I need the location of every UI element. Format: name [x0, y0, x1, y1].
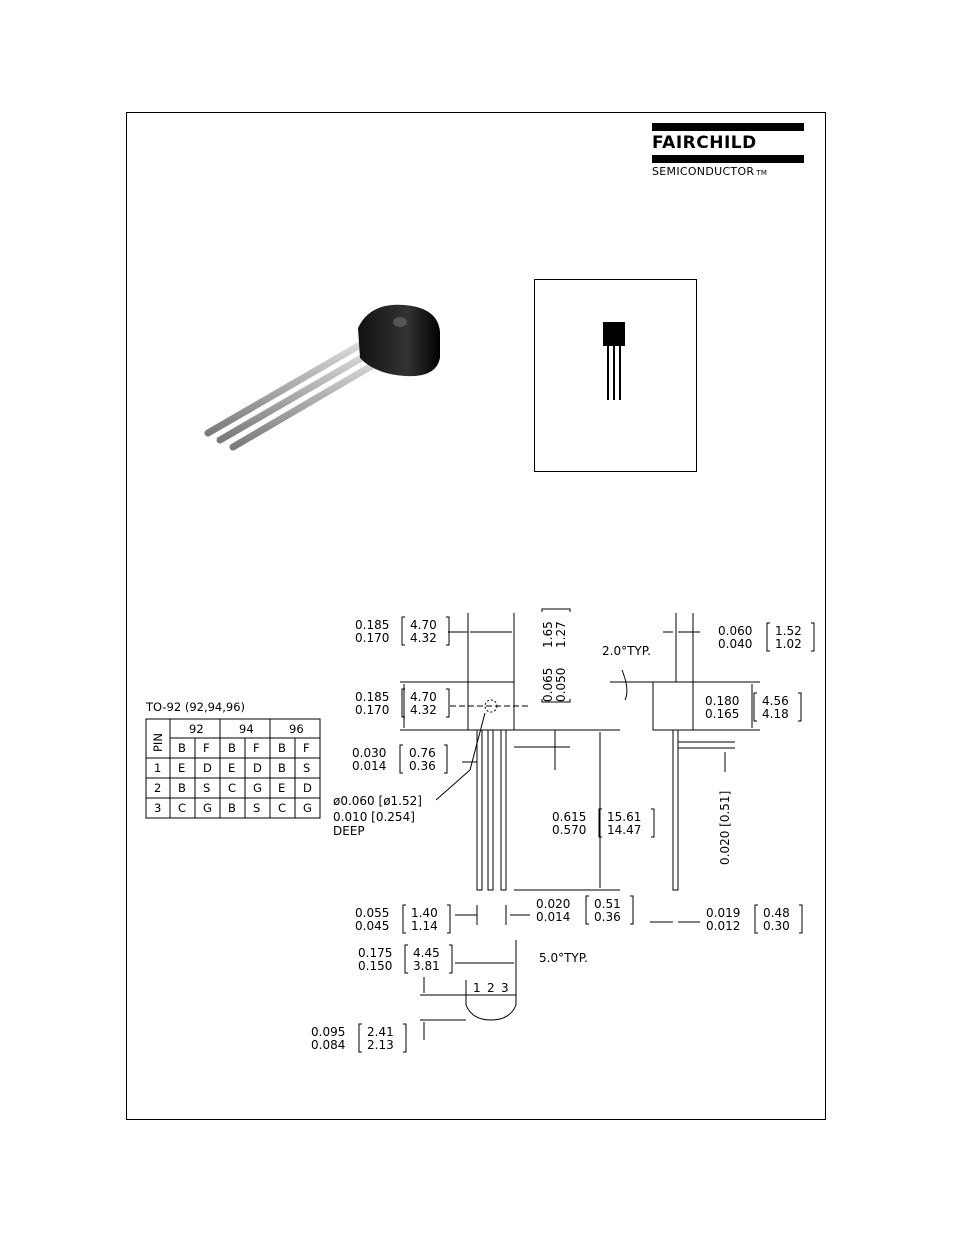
dim-in-min: 0.170	[355, 631, 390, 645]
angle-top-label: 2.0°TYP.	[602, 644, 651, 658]
bottom-pin-1: 1	[473, 981, 481, 995]
dim-bottom-width	[358, 946, 440, 973]
table-row	[154, 801, 312, 815]
dim-body-width	[355, 618, 437, 645]
package-thumbnail	[534, 279, 697, 472]
subcol-5: F	[303, 741, 310, 755]
row2-cell: B	[178, 781, 186, 795]
dim-in-max: 0.030	[352, 746, 387, 760]
bottom-view-body	[466, 995, 516, 1020]
bottom-pin-3: 3	[501, 981, 509, 995]
row3-cell: C	[178, 801, 187, 815]
row2-cell: E	[278, 781, 286, 795]
logo-subbrand-text: SEMICONDUCTOR	[652, 165, 755, 178]
dim-flat-depth	[311, 1025, 394, 1052]
dim-in-max: 0.095	[311, 1025, 346, 1039]
dim-lead-length	[552, 810, 641, 837]
dim-mm-max: 1.52	[775, 624, 802, 638]
dim-side-lead-offset: 0.020 [0.51]	[718, 790, 732, 865]
bottom-pin-numbers	[473, 981, 509, 995]
row3-cell: B	[228, 801, 236, 815]
photo-body	[358, 305, 440, 376]
dim-in-min: 0.012	[706, 919, 741, 933]
side-lead	[673, 730, 678, 890]
row1-cell: B	[278, 761, 286, 775]
dim-in-min: 0.570	[552, 823, 587, 837]
dim-mm-min: 1.02	[775, 637, 802, 651]
row1-pin: 1	[154, 761, 162, 775]
subcol-1: F	[203, 741, 210, 755]
dim-side-lead-thickness	[706, 906, 790, 933]
dim-mm-min: 1.27	[554, 621, 568, 648]
photo-ejector	[393, 317, 407, 327]
subcol-0: B	[178, 741, 186, 755]
dim-mm-max: 4.45	[413, 946, 440, 960]
mechanical-drawing	[140, 600, 820, 1060]
ejector-depth: 0.010 [0.254]	[333, 810, 415, 824]
dim-in-max: 0.019	[706, 906, 741, 920]
subcolumn-headers	[178, 741, 310, 755]
package-photo	[200, 300, 450, 460]
dim-ejector	[333, 794, 422, 838]
dim-mm-max: 0.48	[763, 906, 790, 920]
dim-in-min: 0.014	[536, 910, 571, 924]
dim-lead-width	[536, 897, 621, 924]
dim-top-gap	[541, 621, 568, 702]
dim-mm-max: 0.51	[594, 897, 621, 911]
dim-in-min: 0.165	[705, 707, 740, 721]
row1-cell: E	[228, 761, 236, 775]
front-lead-3	[501, 730, 506, 890]
row1-cell: D	[203, 761, 212, 775]
logo-brand: FAIRCHILD	[652, 133, 757, 153]
row1-cell: D	[253, 761, 262, 775]
row1-cell: S	[303, 761, 311, 775]
dim-mm-min: 0.36	[594, 910, 621, 924]
photo-leads	[208, 345, 380, 447]
front-lead-2	[488, 730, 493, 890]
dim-in-min: 0.170	[355, 703, 390, 717]
logo-subbrand	[652, 165, 822, 178]
bottom-pin-2: 2	[487, 981, 495, 995]
dim-in-min: 0.014	[352, 759, 387, 773]
dim-in-max: 0.185	[355, 618, 390, 632]
dim-in-min: 0.084	[311, 1038, 346, 1052]
dim-mm-max: 1.40	[411, 906, 438, 920]
row1-cell: E	[178, 761, 186, 775]
dim-mm-min: 4.32	[410, 703, 437, 717]
logo-bar-bottom	[652, 155, 804, 163]
dim-in-max: 0.185	[355, 690, 390, 704]
group-92: 92	[189, 722, 204, 736]
dim-mm-min: 3.81	[413, 959, 440, 973]
row3-cell: S	[253, 801, 261, 815]
row2-cell: S	[203, 781, 211, 795]
dim-in-max: 0.060	[718, 624, 753, 638]
dim-in-min: 0.045	[355, 919, 390, 933]
row3-pin: 3	[154, 801, 162, 815]
dim-in-max: 0.065	[541, 667, 555, 702]
front-lead-1	[477, 730, 482, 890]
subcol-2: B	[228, 741, 236, 755]
group-96: 96	[289, 722, 304, 736]
dim-mm-min: 4.18	[762, 707, 789, 721]
dim-in-max: 0.020	[536, 897, 571, 911]
dim-in-max: 0.180	[705, 694, 740, 708]
table-row	[154, 761, 310, 775]
pinout-table-title: TO-92 (92,94,96)	[146, 700, 246, 714]
fairchild-logo	[652, 123, 822, 178]
dim-mm-max: 4.56	[762, 694, 789, 708]
dim-mm-max: 2.41	[367, 1025, 394, 1039]
group-94: 94	[239, 722, 254, 736]
dim-side-height	[705, 694, 789, 721]
row3-cell: C	[278, 801, 287, 815]
angle-bottom-label: 5.0°TYP.	[539, 951, 588, 965]
pinout-pin-header: PIN	[151, 733, 165, 752]
row2-pin: 2	[154, 781, 162, 795]
logo-trademark: TM	[756, 169, 768, 177]
subcol-4: B	[278, 741, 286, 755]
dim-in-max: 0.615	[552, 810, 587, 824]
row2-cell: G	[253, 781, 262, 795]
dim-in-max: 0.055	[355, 906, 390, 920]
row2-cell: D	[303, 781, 312, 795]
dim-side-thickness	[718, 624, 802, 651]
subcol-3: F	[253, 741, 260, 755]
row3-cell: G	[303, 801, 312, 815]
dim-mm-max: 4.70	[410, 618, 437, 632]
dim-in-min: 0.150	[358, 959, 393, 973]
dim-mm-min: 14.47	[607, 823, 642, 837]
dim-mm-max: 4.70	[410, 690, 437, 704]
ejector-diameter: ø0.060 [ø1.52]	[333, 794, 422, 808]
dim-mm-min: 4.32	[410, 631, 437, 645]
dim-mm-min: 0.30	[763, 919, 790, 933]
dim-in-min: 0.040	[718, 637, 753, 651]
dim-mm-max: 15.61	[607, 810, 642, 824]
mm-brackets	[359, 609, 814, 1052]
side-body	[653, 682, 693, 730]
dim-lead-pitch	[355, 906, 438, 933]
dim-in-min: 0.050	[554, 667, 568, 702]
dim-in-max: 0.175	[358, 946, 393, 960]
table-row	[154, 781, 312, 795]
dim-lead-step	[352, 746, 436, 773]
ejector-deep-label: DEEP	[333, 824, 365, 838]
row2-cell: C	[228, 781, 237, 795]
logo-bar-top	[652, 123, 804, 131]
thumbnail-symbol	[535, 280, 695, 470]
dim-mm-max: 0.76	[409, 746, 436, 760]
dim-mm-min: 1.14	[411, 919, 438, 933]
dim-mm-max: 1.65	[541, 621, 555, 648]
dim-mm-min: 0.36	[409, 759, 436, 773]
row3-cell: G	[203, 801, 212, 815]
dim-mm-min: 2.13	[367, 1038, 394, 1052]
dim-body-height	[355, 690, 437, 717]
